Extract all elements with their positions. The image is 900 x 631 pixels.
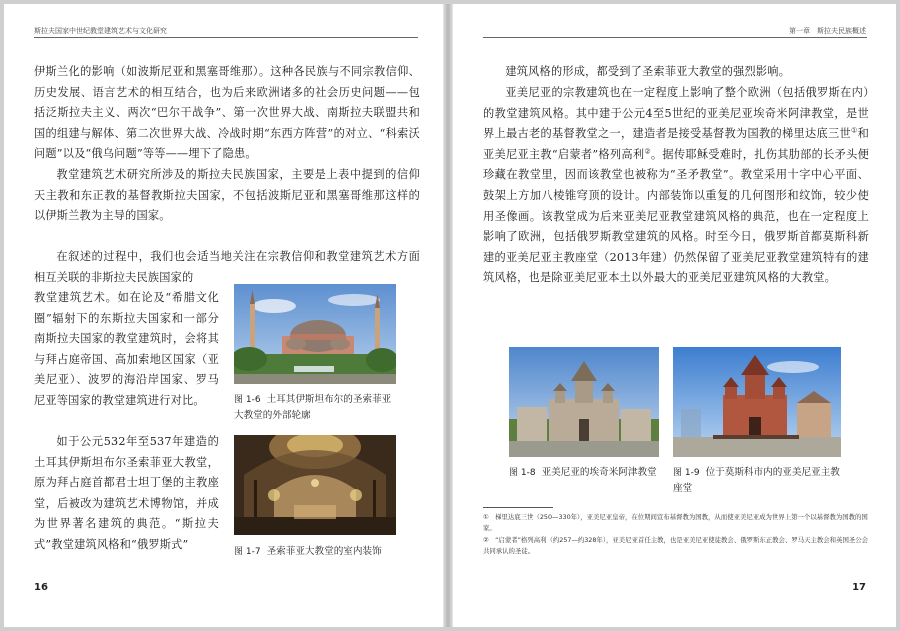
hagia-sophia-exterior-photo [234, 284, 396, 384]
figure-1-7-caption [234, 544, 398, 560]
moscow-armenian-cathedral-image [673, 347, 841, 457]
left-paragraph-2: 教堂建筑艺术研究所涉及的斯拉夫民族国家，主要是上表中提到的信仰天主教和东正教的基督教斯拉夫国家，不包括波斯尼亚和黑塞哥维那这样的以伊斯兰教为主导的国家。 [34, 168, 420, 223]
hagia-sophia-interior-photo [234, 435, 396, 535]
footnote-2: ② “启蒙者”格列高利（约257—约328年），亚美尼亚首任主教，也是亚美尼亚使徒教会、俄罗斯东正教会、罗马天主教会和英国圣公会共同承认的圣徒。 [483, 536, 869, 555]
figure-1-7-text: 圣索菲亚大教堂的室内装饰 [266, 546, 382, 557]
figure-1-9-number: 图 1-9 [673, 468, 700, 478]
running-head-right: 第一章 斯拉夫民族概述 [789, 27, 866, 35]
hagia-sophia-exterior-image [234, 284, 396, 384]
right-paragraph-2 [483, 83, 869, 289]
running-head-left: 斯拉夫国家中世纪教堂建筑艺术与文化研究 [34, 27, 167, 35]
figure-1-6-text: 土耳其伊斯坦布尔的圣索菲亚大教堂的外部轮廓 [234, 394, 392, 421]
right-paragraph-2-start: 亚美尼亚的宗教建筑也在一定程度上影响了整个欧洲（包括俄罗斯在内）的教堂建筑风格。其中建于公元4至5世纪的亚美尼亚埃奇米阿津教堂，是世界上最古老的基督教堂之一，建造者是接受基督教为国教的梯里达底三世 [483, 86, 869, 141]
figure-1-9-text: 位于莫斯科市内的亚美尼亚主教座堂 [673, 467, 840, 494]
left-paragraph-4: 如于公元532年至537年建造的土耳其伊斯坦布尔圣索菲亚大教堂，原为拜占庭首都君士坦丁堡的主教座堂，后被改为建筑艺术博物馆，并成为世界著名建筑的典范。“斯拉夫式”教堂建筑风格和“俄罗斯式” [34, 435, 219, 551]
page-number-left: 16 [34, 582, 48, 593]
footnote-rule [483, 507, 553, 508]
left-paragraph-3b: 教堂建筑艺术。如在论及“希腊文化圈”辐射下的东斯拉夫国家和一部分南斯拉夫国家的教堂建筑时，会将其与拜占庭帝国、高加索地区国家（亚美尼亚）、波罗的海沿岸国家、罗马尼亚等国家的教堂建筑进行对比。 [34, 291, 219, 407]
header-rule-right [483, 37, 867, 38]
figure-1-6-number: 图 1-6 [234, 395, 261, 405]
footnote-ref-1[interactable]: ① [851, 126, 858, 135]
book-gutter [444, 4, 452, 627]
right-paragraph-1: 建筑风格的形成，都受到了圣索菲亚大教堂的强烈影响。 [505, 65, 791, 78]
right-page [452, 4, 896, 627]
etchmiadzin-cathedral-image [509, 347, 659, 457]
footnote-1: ① 梯里达底三世（250—330年），亚美尼亚皇帝，在位期间宣布基督教为国教，从而使亚美尼亚成为世界上第一个以基督教为国教的国家。 [483, 513, 868, 532]
figure-1-8-number: 图 1-8 [509, 468, 536, 478]
right-paragraph-2-mid: 和亚美尼亚主教“启蒙者”格列高利 [483, 127, 869, 161]
left-page [4, 4, 444, 627]
page-number-right: 17 [852, 582, 866, 593]
left-paragraph-3a: 在叙述的过程中，我们也会适当地关注在宗教信仰和教堂建筑艺术方面相互关联的非斯拉夫民族国家的 [34, 250, 420, 284]
left-paragraph-1: 伊斯兰化的影响（如波斯尼亚和黑塞哥维那）。这种各民族与不同宗教信仰、历史发展、语言艺术的相互结合，也为后来欧洲诸多的社会历史问题——包括泛斯拉夫主义、两次“巴尔干战争”、第一次世界大战、南斯拉夫联盟共和国的组建与解体、第二次世界大战、冷战时期“东西方阵营”的对立、“科索沃问题”以及“俄乌问题”等等——埋下了隐患。 [34, 65, 420, 161]
figure-1-9-caption [673, 465, 845, 497]
right-paragraph-2-end: 。据传耶稣受难时，扎伤其肋部的长矛头便珍藏在教堂里，因而该教堂也被称为“圣矛教堂”。教堂采用十字中心平面、鼓架上方加八棱锥穹顶的设计。内部装饰以重复的几何图形和纹饰，较少使用圣像画。该教堂成为后来亚美尼亚教堂建筑风格的典范，也在一定程度上影响了欧洲，包括俄罗斯教堂建筑的风格。时至今日，俄罗斯首都莫斯科新建的亚美尼亚主教座堂（2013年建）仍然保留了亚美尼亚教堂建筑特有的建筑风格，也是除亚美尼亚本土以外最大的亚美尼亚建筑风格的大教堂。 [483, 147, 869, 285]
figure-1-7-number: 图 1-7 [234, 547, 261, 557]
moscow-armenian-cathedral-photo [673, 347, 841, 457]
header-rule-left [34, 37, 418, 38]
hagia-sophia-interior-image [234, 435, 396, 535]
figure-1-8-text: 亚美尼亚的埃奇米阿津教堂 [541, 467, 657, 478]
figure-1-8-caption [509, 465, 669, 481]
etchmiadzin-cathedral-photo [509, 347, 659, 457]
footnote-ref-2[interactable]: ② [644, 147, 651, 156]
figure-1-6-caption [234, 392, 398, 424]
